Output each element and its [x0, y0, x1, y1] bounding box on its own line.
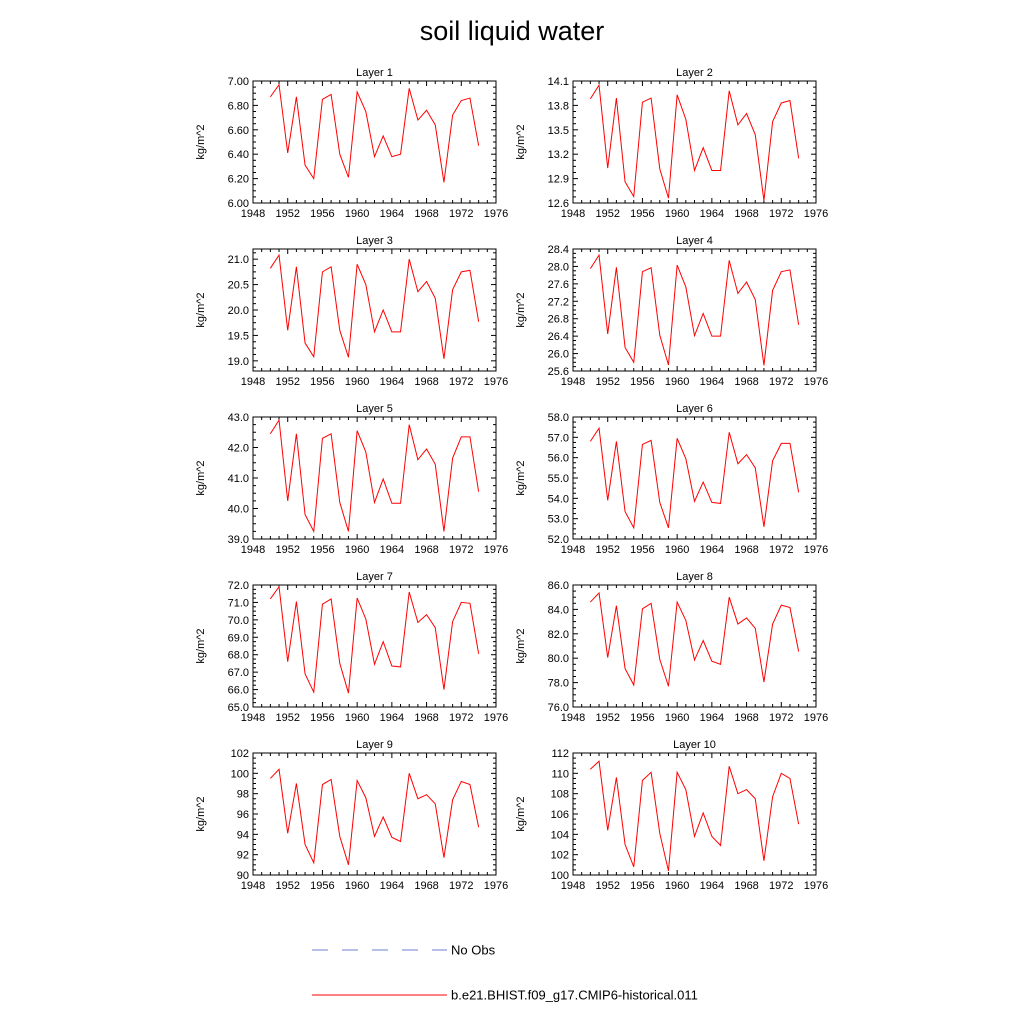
y-tick-label: 102 — [550, 849, 569, 862]
y-tick-label: 55.0 — [547, 473, 569, 485]
y-tick-label: 28.4 — [547, 244, 569, 256]
x-tick-label: 1972 — [449, 376, 474, 388]
y-tick-label: 56.0 — [547, 452, 569, 465]
y-tick-label: 20.5 — [227, 279, 249, 292]
x-tick-label: 1956 — [630, 544, 655, 556]
y-tick-label: 67.0 — [227, 667, 249, 680]
x-tick-label: 1948 — [560, 712, 586, 724]
y-axis-label: kg/m^2 — [515, 796, 527, 832]
y-tick-label: 26.8 — [547, 313, 569, 326]
x-tick-label: 1956 — [310, 376, 335, 388]
x-tick-label: 1956 — [630, 376, 655, 388]
y-tick-label: 54.0 — [547, 493, 569, 506]
x-tick-label: 1976 — [803, 208, 829, 220]
y-tick-label: 100 — [230, 768, 249, 781]
x-tick-label: 1972 — [449, 544, 474, 556]
x-tick-label: 1952 — [595, 376, 620, 388]
y-tick-label: 39.0 — [227, 534, 249, 546]
x-tick-label: 1952 — [275, 376, 300, 388]
x-tick-label: 1960 — [664, 712, 690, 724]
panel-title: Layer 7 — [356, 571, 393, 583]
y-tick-label: 80.0 — [547, 653, 569, 666]
y-tick-label: 25.6 — [547, 366, 569, 378]
x-tick-label: 1964 — [699, 712, 725, 724]
y-tick-label: 84.0 — [547, 604, 569, 617]
x-tick-label: 1964 — [699, 208, 725, 220]
x-tick-label: 1960 — [344, 208, 370, 220]
x-tick-label: 1948 — [240, 208, 266, 220]
x-tick-label: 1948 — [560, 880, 586, 892]
x-tick-label: 1968 — [414, 544, 439, 556]
x-tick-label: 1952 — [595, 880, 620, 892]
x-tick-label: 1976 — [483, 376, 509, 388]
legend-model-label: b.e21.BHIST.f09_g17.CMIP6-historical.011 — [451, 987, 698, 1003]
y-tick-label: 20.0 — [227, 305, 249, 317]
y-tick-label: 90 — [236, 870, 249, 882]
y-tick-label: 57.0 — [547, 432, 569, 445]
y-tick-label: 78.0 — [547, 677, 569, 690]
panel-title: Layer 1 — [356, 67, 393, 79]
y-tick-label: 96 — [236, 809, 249, 821]
y-tick-label: 102 — [230, 748, 249, 760]
x-tick-label: 1956 — [630, 880, 655, 892]
y-tick-label: 6.40 — [227, 149, 249, 162]
y-tick-label: 65.0 — [227, 702, 249, 714]
y-tick-label: 27.2 — [547, 296, 569, 309]
x-tick-label: 1964 — [379, 712, 405, 724]
y-axis-label: kg/m^2 — [515, 124, 527, 160]
x-tick-label: 1948 — [240, 544, 266, 556]
x-tick-label: 1964 — [699, 376, 725, 388]
y-tick-label: 40.0 — [227, 503, 249, 516]
x-tick-label: 1968 — [734, 376, 759, 388]
x-tick-label: 1968 — [414, 712, 439, 724]
x-tick-label: 1968 — [734, 544, 759, 556]
figure-title: soil liquid water — [419, 16, 605, 46]
y-tick-label: 110 — [551, 768, 569, 781]
x-tick-label: 1960 — [344, 544, 370, 556]
x-tick-label: 1952 — [275, 880, 300, 892]
x-tick-label: 1948 — [560, 376, 586, 388]
x-tick-label: 1972 — [769, 544, 794, 556]
x-tick-label: 1976 — [483, 712, 509, 724]
x-tick-label: 1956 — [310, 544, 335, 556]
y-tick-label: 76.0 — [547, 702, 569, 714]
y-axis-label: kg/m^2 — [195, 796, 207, 832]
x-tick-label: 1952 — [275, 544, 300, 556]
y-tick-label: 112 — [551, 748, 569, 760]
x-tick-label: 1976 — [803, 376, 829, 388]
y-tick-label: 7.00 — [227, 76, 249, 88]
y-axis-label: kg/m^2 — [515, 292, 527, 328]
x-tick-label: 1976 — [803, 544, 829, 556]
x-tick-label: 1952 — [595, 208, 620, 220]
y-axis-label: kg/m^2 — [515, 460, 527, 496]
x-tick-label: 1972 — [769, 376, 794, 388]
x-tick-label: 1952 — [275, 208, 300, 220]
y-tick-label: 6.00 — [227, 198, 249, 210]
y-axis-label: kg/m^2 — [195, 292, 207, 328]
y-tick-label: 26.0 — [547, 348, 569, 361]
x-tick-label: 1960 — [664, 208, 690, 220]
y-tick-label: 70.0 — [227, 614, 249, 627]
x-tick-label: 1968 — [734, 880, 759, 892]
x-tick-label: 1960 — [344, 880, 370, 892]
x-tick-label: 1956 — [310, 208, 335, 220]
x-tick-label: 1964 — [379, 544, 405, 556]
x-tick-label: 1964 — [379, 880, 405, 892]
x-tick-label: 1976 — [803, 880, 829, 892]
x-tick-label: 1952 — [595, 544, 620, 556]
y-tick-label: 94 — [236, 829, 249, 842]
y-tick-label: 42.0 — [227, 442, 249, 455]
y-tick-label: 69.0 — [227, 632, 249, 645]
y-tick-label: 71.0 — [227, 597, 249, 610]
y-axis-label: kg/m^2 — [195, 460, 207, 496]
y-tick-label: 12.9 — [547, 173, 569, 186]
panel-title: Layer 8 — [676, 571, 713, 583]
y-tick-label: 72.0 — [227, 580, 249, 592]
y-tick-label: 19.0 — [227, 355, 249, 368]
y-tick-label: 14.1 — [547, 76, 569, 88]
x-tick-label: 1964 — [699, 544, 725, 556]
x-tick-label: 1968 — [414, 376, 439, 388]
x-tick-label: 1968 — [734, 712, 759, 724]
y-tick-label: 104 — [550, 829, 569, 842]
x-tick-label: 1964 — [379, 376, 405, 388]
x-tick-label: 1968 — [734, 208, 759, 220]
y-tick-label: 108 — [550, 788, 569, 801]
y-tick-label: 6.20 — [227, 173, 249, 186]
x-tick-label: 1948 — [560, 208, 586, 220]
x-tick-label: 1960 — [664, 376, 690, 388]
y-tick-label: 26.4 — [547, 331, 569, 344]
x-tick-label: 1948 — [560, 544, 586, 556]
x-tick-label: 1948 — [240, 376, 266, 388]
legend-no-obs-label: No Obs — [451, 942, 496, 958]
panel-title: Layer 10 — [673, 739, 716, 751]
y-tick-label: 106 — [550, 809, 569, 821]
y-tick-label: 6.60 — [227, 124, 249, 137]
y-tick-label: 28.0 — [547, 261, 569, 274]
panel-title: Layer 4 — [676, 235, 713, 247]
y-tick-label: 68.0 — [227, 649, 249, 662]
y-tick-label: 41.0 — [227, 473, 249, 485]
x-tick-label: 1976 — [803, 712, 829, 724]
panel-title: Layer 5 — [356, 403, 393, 415]
y-tick-label: 92 — [236, 849, 249, 862]
y-tick-label: 12.6 — [547, 198, 569, 210]
x-tick-label: 1972 — [449, 208, 474, 220]
x-tick-label: 1948 — [240, 712, 266, 724]
y-tick-label: 27.6 — [547, 278, 569, 291]
x-tick-label: 1964 — [699, 880, 725, 892]
x-tick-label: 1956 — [310, 712, 335, 724]
y-tick-label: 58.0 — [547, 412, 569, 424]
x-tick-label: 1956 — [630, 712, 655, 724]
x-tick-label: 1972 — [769, 880, 794, 892]
x-tick-label: 1968 — [414, 208, 439, 220]
x-tick-label: 1972 — [449, 880, 474, 892]
x-tick-label: 1960 — [664, 544, 690, 556]
x-tick-label: 1976 — [483, 880, 509, 892]
panel-title: Layer 9 — [356, 739, 393, 751]
y-tick-label: 21.0 — [227, 254, 249, 267]
x-tick-label: 1964 — [379, 208, 405, 220]
y-axis-label: kg/m^2 — [195, 628, 207, 664]
x-tick-label: 1956 — [310, 880, 335, 892]
y-tick-label: 43.0 — [227, 412, 249, 424]
y-tick-label: 98 — [236, 788, 249, 801]
y-tick-label: 13.5 — [547, 124, 569, 137]
y-tick-label: 6.80 — [227, 100, 249, 113]
panel-title: Layer 3 — [356, 235, 393, 247]
x-tick-label: 1972 — [769, 208, 794, 220]
y-axis-label: kg/m^2 — [195, 124, 207, 160]
y-tick-label: 82.0 — [547, 628, 569, 641]
x-tick-label: 1952 — [595, 712, 620, 724]
panel-title: Layer 2 — [676, 67, 713, 79]
y-tick-label: 19.5 — [227, 330, 249, 343]
x-tick-label: 1976 — [483, 544, 509, 556]
x-tick-label: 1968 — [414, 880, 439, 892]
x-tick-label: 1972 — [449, 712, 474, 724]
y-tick-label: 66.0 — [227, 684, 249, 697]
x-tick-label: 1956 — [630, 208, 655, 220]
panel-title: Layer 6 — [676, 403, 713, 415]
x-tick-label: 1948 — [240, 880, 266, 892]
x-tick-label: 1952 — [275, 712, 300, 724]
y-tick-label: 13.8 — [547, 100, 569, 113]
y-tick-label: 100 — [550, 870, 569, 882]
y-tick-label: 86.0 — [547, 580, 569, 592]
y-tick-label: 53.0 — [547, 513, 569, 526]
x-tick-label: 1960 — [344, 376, 370, 388]
y-tick-label: 13.2 — [547, 149, 569, 162]
y-tick-label: 52.0 — [547, 534, 569, 546]
x-tick-label: 1960 — [664, 880, 690, 892]
y-axis-label: kg/m^2 — [515, 628, 527, 664]
x-tick-label: 1960 — [344, 712, 370, 724]
x-tick-label: 1976 — [483, 208, 509, 220]
x-tick-label: 1972 — [769, 712, 794, 724]
